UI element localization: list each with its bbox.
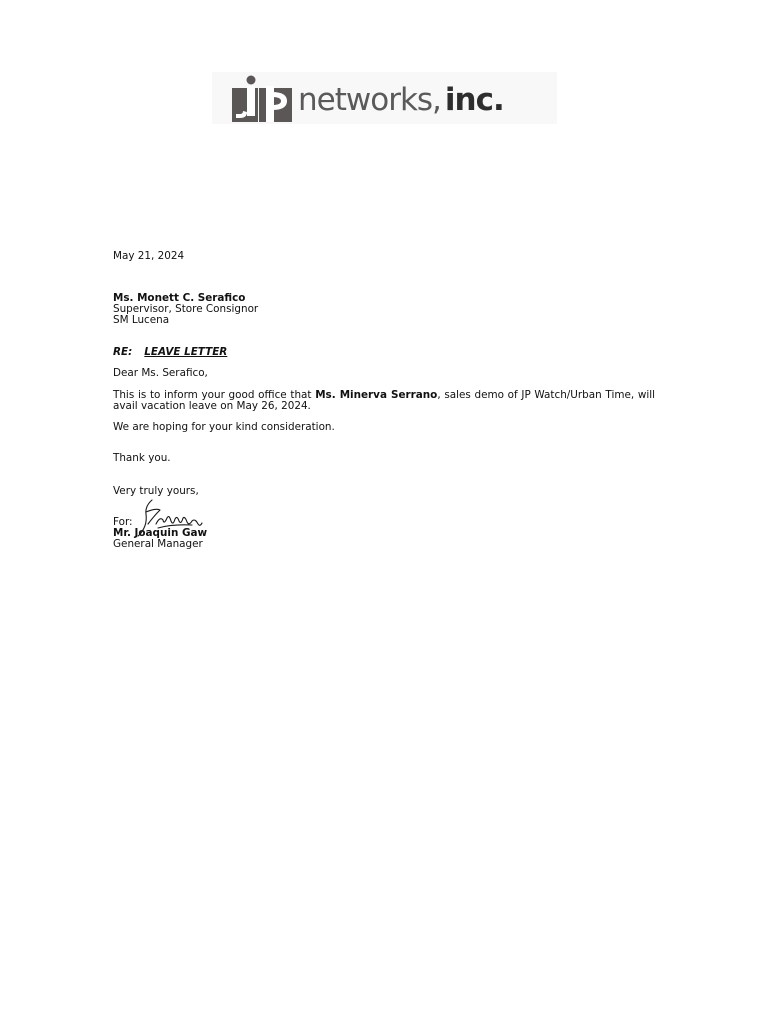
- closing-line: Very truly yours,: [113, 485, 199, 497]
- body-paragraph-1: [113, 390, 655, 412]
- thanks-line: Thank you.: [113, 452, 171, 464]
- jp-logo-mark: [212, 72, 302, 124]
- re-line: [113, 347, 227, 358]
- body-text-part2: , sales demo of JP Watch/Urban Time, will avail vacation leave on May 26, 2024.: [113, 389, 656, 412]
- re-label: RE:: [113, 346, 133, 358]
- body-text-part1: This is to inform your good office that: [113, 389, 316, 401]
- salutation: Dear Ms. Serafico,: [113, 367, 208, 379]
- for-label: For:: [113, 516, 133, 528]
- signatory-name: Mr. Joaquin Gaw: [113, 527, 208, 539]
- recipient-name: Ms. Monett C. Serafico: [113, 292, 246, 304]
- signatory-title: General Manager: [113, 538, 203, 550]
- body-paragraph-2: We are hoping for your kind consideration.: [113, 421, 335, 433]
- letter-date: May 21, 2024: [113, 250, 185, 262]
- recipient-title: Supervisor, Store Consignor: [113, 303, 259, 315]
- recipient-location: SM Lucena: [113, 314, 170, 326]
- company-logo: [212, 72, 557, 124]
- logo-networks-text: networks,: [298, 82, 441, 118]
- body-employee-name: Ms. Minerva Serrano: [315, 389, 438, 401]
- logo-wordmark: [298, 82, 504, 122]
- re-subject: LEAVE LETTER: [144, 346, 228, 358]
- logo-inc-text: inc.: [444, 82, 504, 118]
